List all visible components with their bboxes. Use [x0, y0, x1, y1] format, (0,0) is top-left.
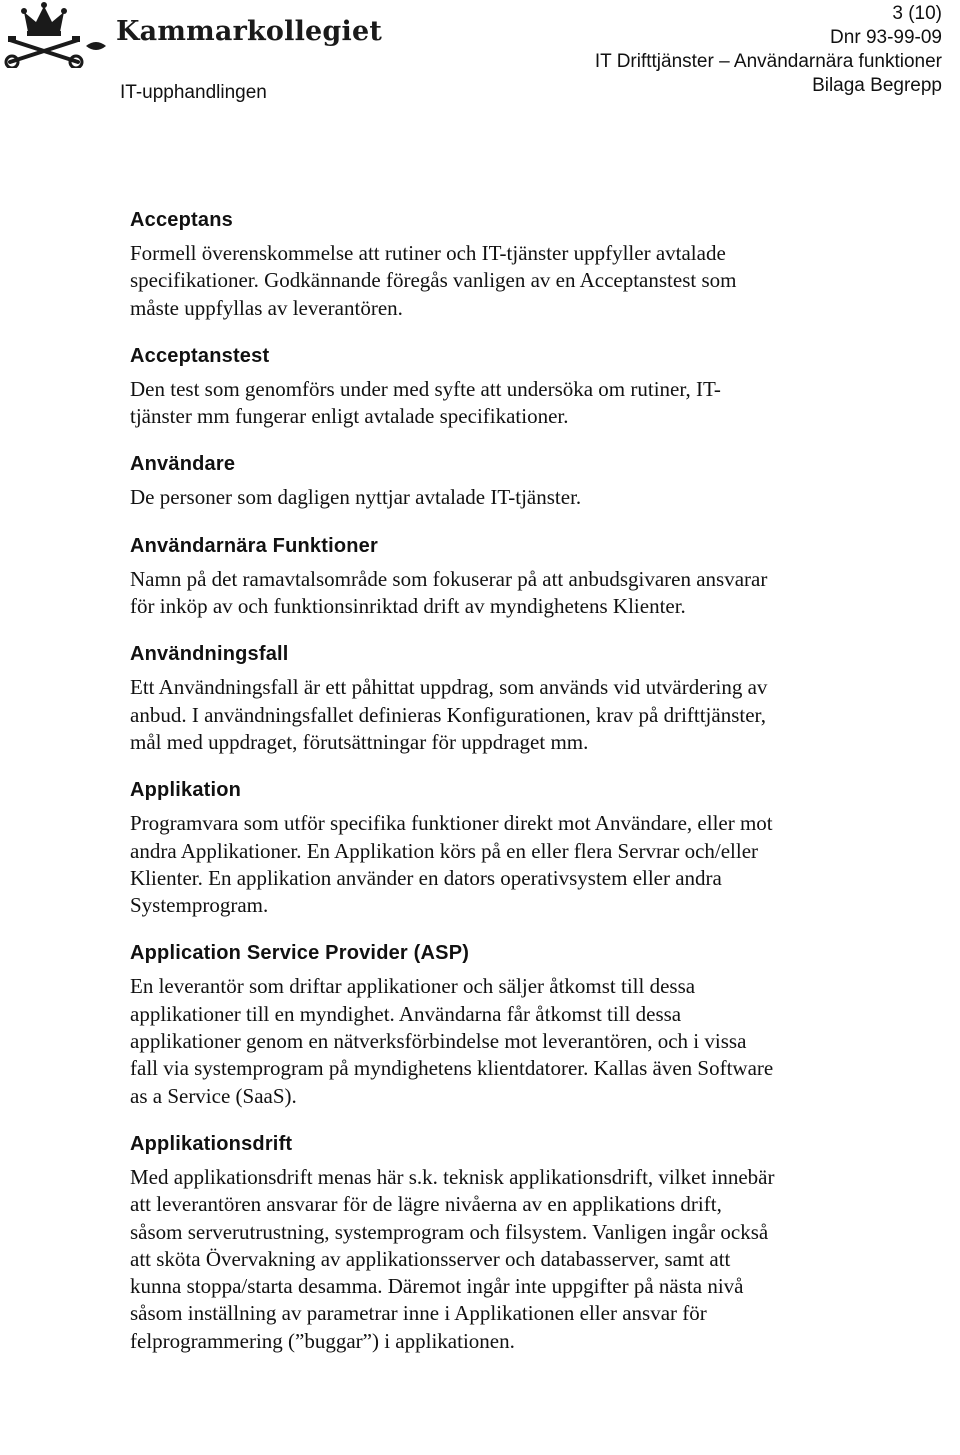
document-series: IT-upphandlingen [120, 82, 267, 103]
glossary-entry [130, 641, 920, 756]
glossary-definition [130, 376, 920, 431]
glossary-entry [130, 451, 920, 511]
glossary-entry [130, 207, 920, 322]
definition-line: såsom inställning av parametrar inne i Applikationen eller ansvar för [130, 1301, 707, 1326]
glossary-definition [130, 566, 920, 621]
glossary-entry [130, 533, 920, 621]
glossary [130, 207, 920, 1376]
definition-line: att leverantören ansvarar för de lägre nivåerna av en applikations drift, [130, 1192, 722, 1217]
definition-line: as a Service (SaaS). [130, 1083, 297, 1108]
glossary-entry [130, 1131, 920, 1355]
logo-wordmark: Kammarkollegiet [116, 16, 383, 47]
glossary-term: Acceptans [130, 209, 233, 231]
glossary-term: Användare [130, 453, 236, 476]
definition-line: Systemprogram. [130, 893, 269, 918]
page-number: 3 (10) [892, 3, 942, 24]
glossary-definition [130, 484, 920, 511]
definition-line: anbud. I användningsfallet definieras Konfigurationen, krav på drifttjänster, [130, 702, 766, 727]
definition-line: fall via systemprogram på myndighetens klientdatorer. Kallas även Software [130, 1056, 774, 1081]
definition-line: tjänster mm fungerar enligt avtalade specifikationer. [130, 404, 569, 429]
glossary-term: Användningsfall [130, 643, 289, 666]
definition-line: kunna stoppa/starta desamma. Däremot ingår inte uppgifter på nästa nivå [130, 1274, 744, 1299]
definition-line: för inköp av och funktionsinriktad drift av myndighetens Klienter. [130, 594, 686, 619]
glossary-entry [130, 940, 920, 1109]
definition-line: applikationer till en myndighet. Användarna får åtkomst till dessa [130, 1001, 682, 1026]
definition-line: specifikationer. Godkännande föregås vanligen av en Acceptanstest som [130, 268, 737, 293]
definition-line: mål med uppdraget, förutsättningar för uppdraget mm. [130, 729, 589, 754]
glossary-definition [130, 810, 920, 919]
definition-line: Namn på det ramavtalsområde som fokuserar på att anbudsgivaren ansvarar [130, 566, 768, 591]
glossary-term: Applikation [130, 779, 242, 802]
glossary-definition [130, 674, 920, 756]
appendix-title: Bilaga Begrepp [812, 75, 942, 96]
definition-line: Ett Användningsfall är ett påhittat uppdrag, som används vid utvärdering av [130, 675, 768, 700]
definition-line: Formell överenskommelse att rutiner och IT-tjänster uppfyller avtalade [130, 241, 726, 265]
glossary-entry [130, 777, 920, 919]
definition-line: Klienter. En applikation använder en dators operativsystem eller andra [130, 865, 722, 890]
definition-line: Med applikationsdrift menas här s.k. teknisk applikationsdrift, vilket innebär [130, 1164, 775, 1189]
definition-line: felprogrammering (”buggar”) i applikationen. [130, 1328, 515, 1353]
definition-line: Programvara som utför specifika funktioner direkt mot Användare, eller mot [130, 811, 773, 836]
definition-line: att sköta Övervakning av applikationsserver och databasserver, samt att [130, 1246, 731, 1271]
definition-line: applikationer genom en nätverksförbindelse mot leverantören, och i vissa [130, 1029, 747, 1054]
definition-line: såsom serverutrustning, systemprogram och filsystem. Vanligen ingår också [130, 1219, 769, 1244]
document-subject: IT Drifttjänster – Användarnära funktioner [594, 51, 942, 72]
glossary-term: Applikationsdrift [130, 1132, 293, 1155]
glossary-term: Application Service Provider (ASP) [130, 942, 470, 965]
definition-line: andra Applikationer. En Applikation körs på en eller flera Servrar och/eller [130, 838, 759, 863]
definition-line: Den test som genomförs under med syfte att undersöka om rutiner, IT- [130, 376, 721, 401]
glossary-definition [130, 1164, 920, 1355]
glossary-definition [130, 240, 920, 322]
glossary-term: Acceptanstest [130, 344, 270, 367]
glossary-term: Användarnära Funktioner [130, 534, 378, 557]
definition-line: De personer som dagligen nyttjar avtalade IT-tjänster. [130, 485, 582, 510]
glossary-entry [130, 343, 920, 431]
glossary-definition [130, 973, 920, 1109]
kammarkollegiet-logo [4, 2, 383, 68]
document-number: Dnr 93-99-09 [830, 27, 942, 48]
definition-line: En leverantör som driftar applikationer och säljer åtkomst till dessa [130, 974, 696, 999]
header-meta [595, 2, 942, 98]
definition-line: måste uppfyllas av leverantören. [130, 295, 403, 320]
crown-keys-emblem-icon [4, 2, 114, 68]
